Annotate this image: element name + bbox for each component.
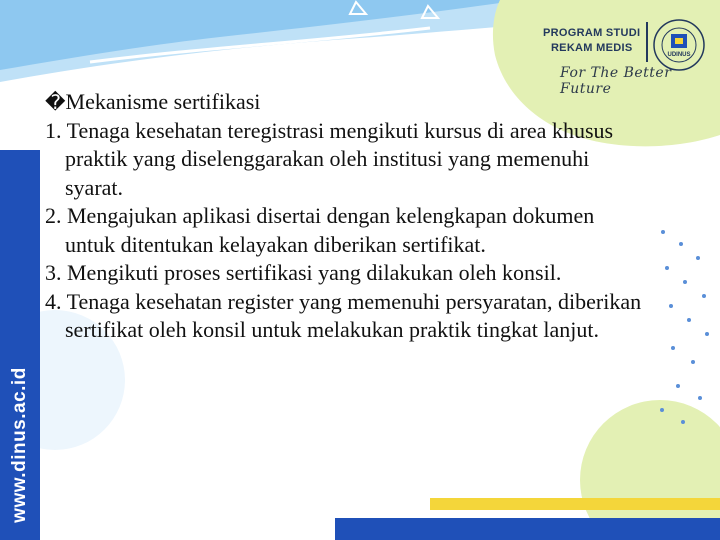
website-url: www.dinus.ac.id	[9, 367, 30, 523]
list-item: 2. Mengajukan aplikasi disertai dengan kelengkapan dokumen untuk ditentukan kelayakan diberikan sertifikat.	[45, 203, 595, 257]
slide-content	[45, 88, 645, 345]
slide-heading	[45, 88, 645, 117]
bottom-accent-strip	[430, 498, 720, 510]
bullet-glyph-icon: �	[45, 90, 66, 114]
emblem-text: UDINUS	[667, 52, 691, 58]
bottom-brand-strip	[335, 518, 720, 540]
list-item: 3. Mengikuti proses sertifikasi yang dilakukan oleh konsil.	[45, 260, 562, 285]
logo-tagline: For The Better Future	[560, 65, 672, 97]
logo-title-line1: PROGRAM STUDI	[543, 27, 641, 39]
logo-divider	[646, 22, 648, 62]
program-logo-text	[543, 26, 640, 56]
udinus-emblem-icon	[652, 18, 706, 72]
list-item: 4. Tenaga kesehatan register yang memenuhi persyaratan, diberikan sertifikat oleh konsil untuk melakukan praktik tingkat lanjut.	[45, 288, 642, 342]
list-item: 1. Tenaga kesehatan teregistrasi mengikuti kursus di area khusus praktik yang diselenggarakan oleh institusi yang memenuhi syarat.	[45, 117, 614, 200]
heading-text: Mekanisme sertifikasi	[65, 89, 261, 114]
logo-title-line2: REKAM MEDIS	[550, 42, 633, 54]
